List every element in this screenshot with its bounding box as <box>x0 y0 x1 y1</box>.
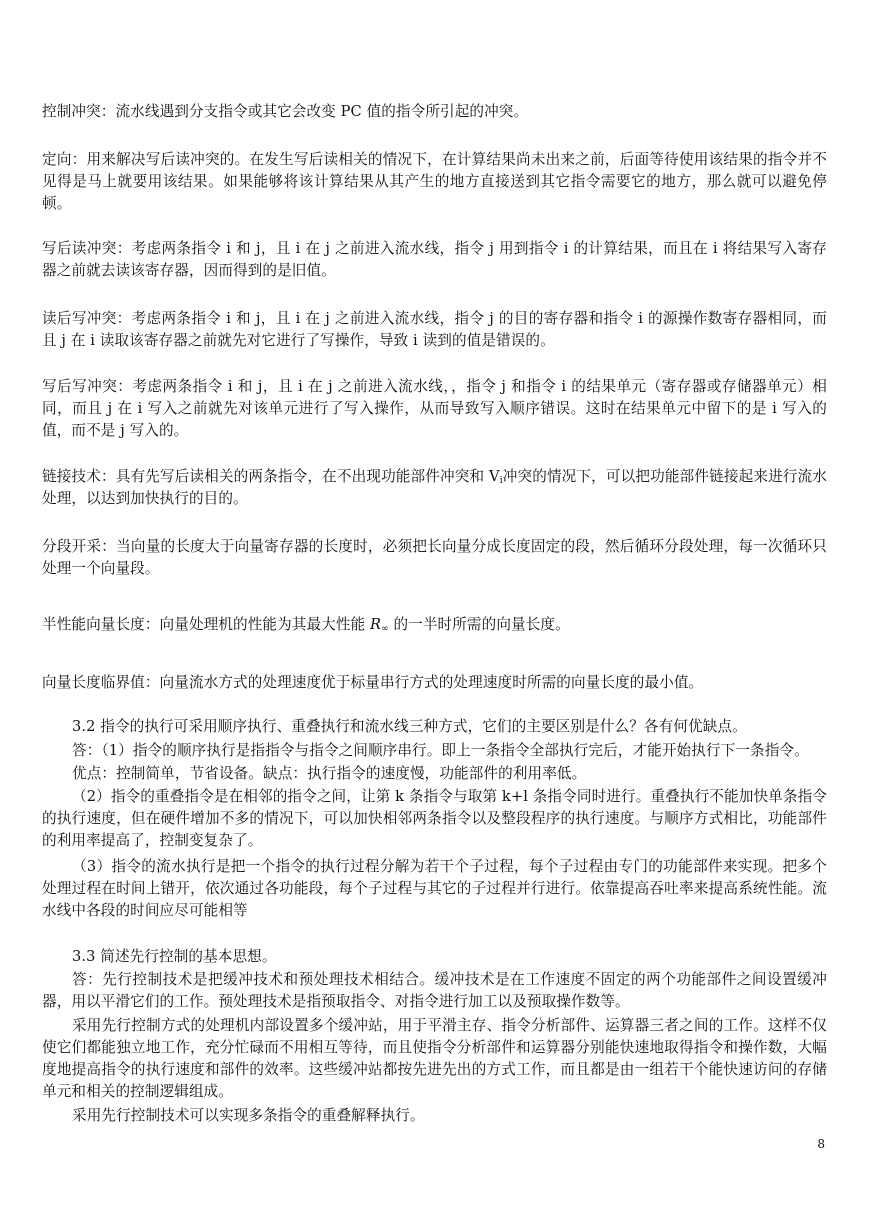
def-half-perf-length <box>42 614 827 636</box>
def-critical-length: 向量长度临界值：向量流水方式的处理速度优于标量串行方式的处理速度时所需的向量长度的最小值。 <box>42 674 704 691</box>
def-forwarding: 定向：用来解决写后读冲突的。在发生写后读相关的情况下，在计算结果尚未出来之前，后面等待使用该结果的指令并不见得是马上就要用该结果。如果能够将该计算结果从其产生的地方直接送到其它指令需要它的地方，那么就可以避免停顿。 <box>42 151 827 212</box>
def-war-hazard: 读后写冲突：考虑两条指令 i 和 j，且 i 在 j 之前进入流水线，指令 j 的目的寄存器和指令 i 的源操作数寄存器相同，而且 j 在 i 读取该寄存器之前就先对它进行了写操作，导致 i 读到的值是错误的。 <box>42 310 827 349</box>
question-3-2: 3.2 指令的执行可采用顺序执行、重叠执行和流水线三种方式，它们的主要区别是什么？各有何优缺点。 <box>72 718 747 735</box>
def-control-hazard: 控制冲突：流水线遇到分支指令或其它会改变 PC 值的指令所引起的冲突。 <box>42 103 529 120</box>
q32-pros-cons: 优点：控制简单，节省设备。缺点：执行指令的速度慢，功能部件的利用率低。 <box>72 765 587 782</box>
q32-answer-1: 答：（1）指令的顺序执行是指指令与指令之间顺序串行。即上一条指令全部执行完后，才能开始执行下一条指令。 <box>72 742 809 759</box>
infinity-subscript: ∞ <box>381 624 389 634</box>
q33-answer-1: 答：先行控制技术是把缓冲技术和预处理技术相结合。缓冲技术是在工作速度不固定的两个功能部件之间设置缓冲器，用以平滑它们的工作。预处理技术是指预取指令、对指令进行加工以及预取操作数等。 <box>42 971 827 1010</box>
r-infinity-symbol: R <box>370 616 382 633</box>
def-waw-hazard: 写后写冲突：考虑两条指令 i 和 j，且 i 在 j 之前进入流水线，，指令 j 和指令 i 的结果单元（寄存器或存储器单元）相同，而且 j 在 i 写入之前就先对该单元进行了写入操作，从而导致写入顺序错误。这时在结果单元中留下的是 i 写入的值，而不是 j 写入的。 <box>42 378 827 439</box>
q32-answer-2: （2）指令的重叠指令是在相邻的指令之间，让第 k 条指令与取第 k+l 条指令同时进行。重叠执行不能加快单条指令的执行速度，但在硬件增加不多的情况下，可以加快相邻两条指令以及整段程序的执行速度。与顺序方式相比，功能部件的利用率提高了，控制变复杂了。 <box>42 788 827 849</box>
chaining-text-a: 链接技术：具有先写后读相关的两条指令，在不出现功能部件冲突和 V <box>42 468 500 485</box>
def-raw-hazard: 写后读冲突：考虑两条指令 i 和 j，且 i 在 j 之前进入流水线，指令 j 用到指令 i 的计算结果，而且在 i 将结果写入寄存器之前就去读该寄存器，因而得到的是旧值。 <box>42 240 827 279</box>
def-chaining <box>42 466 827 510</box>
chaining-text-b: 冲突的情况下，可以把功能部件链接起来进行流水处理，以达到加快执行的目的。 <box>42 468 827 507</box>
half-perf-text-a: 半性能向量长度：向量处理机的性能为其最大性能 <box>42 616 371 633</box>
q33-answer-2: 采用先行控制方式的处理机内部设置多个缓冲站，用于平滑主存、指令分析部件、运算器三者之间的工作。这样不仅使它们都能独立地工作，充分忙碌而不用相互等待，而且使指令分析部件和运算器分别能快速地取得指令和操作数，大幅度地提高指令的执行速度和部件的效率。这些缓冲站都按先进先出的方式工作，而且都是由一组若干个能快速访问的存储单元和相关的控制逻辑组成。 <box>42 1017 827 1100</box>
page-number: 8 <box>817 1137 825 1151</box>
question-3-3: 3.3 简述先行控制的基本思想。 <box>72 948 277 965</box>
q32-answer-3: （3）指令的流水执行是把一个指令的执行过程分解为若干个子过程，每个子过程由专门的功能部件来实现。把多个处理过程在时间上错开，依次通过各功能段，每个子过程与其它的子过程并行进行。依靠提高吞吐率来提高系统性能。流水线中各段的时间应尽可能相等 <box>42 858 827 919</box>
chaining-subscript: i <box>499 476 503 486</box>
def-strip-mining: 分段开采：当向量的长度大于向量寄存器的长度时，必须把长向量分成长度固定的段，然后循环分段处理，每一次循环只处理一个向量段。 <box>42 538 827 577</box>
half-perf-text-b: 的一半时所需的向量长度。 <box>388 616 570 633</box>
q33-answer-3: 采用先行控制技术可以实现多条指令的重叠解释执行。 <box>72 1107 425 1124</box>
